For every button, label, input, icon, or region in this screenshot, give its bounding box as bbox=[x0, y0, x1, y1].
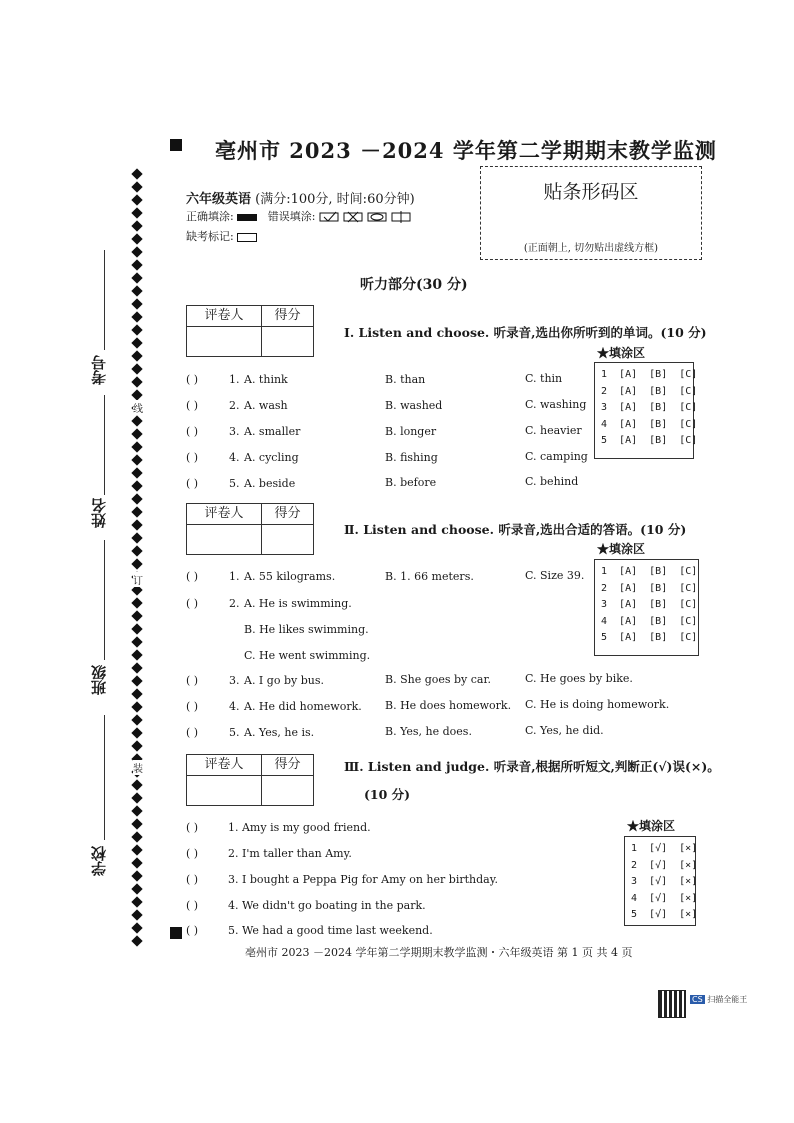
option-c: C. He is doing homework. bbox=[525, 698, 670, 711]
binding-diamond bbox=[131, 298, 142, 309]
binding-diamond bbox=[131, 857, 142, 868]
score-time: (满分:100分, 时间:60分钟) bbox=[255, 192, 415, 207]
binding-diamond bbox=[131, 272, 142, 283]
question-row: ( ) bbox=[186, 847, 199, 860]
option-c: C. thin bbox=[525, 372, 563, 385]
binding-diamond bbox=[131, 311, 142, 322]
class-label: 班级 bbox=[90, 665, 108, 695]
binding-diamond bbox=[131, 285, 142, 296]
option-c: C. Yes, he did. bbox=[525, 724, 604, 737]
binding-diamond bbox=[131, 922, 142, 933]
question-row: ( ) bbox=[186, 873, 199, 886]
score-header: 得分 bbox=[262, 504, 313, 525]
school-line bbox=[104, 715, 105, 840]
binding-diamond bbox=[131, 675, 142, 686]
binding-diamond bbox=[131, 259, 142, 270]
binding-diamond bbox=[131, 558, 142, 569]
question-number: 4. bbox=[229, 451, 240, 464]
option-c: C. washing bbox=[525, 398, 587, 411]
option-a: A. cycling bbox=[244, 451, 299, 464]
binding-ding-char: 订 bbox=[133, 572, 143, 587]
binding-diamond bbox=[131, 363, 142, 374]
option-c: C. He goes by bike. bbox=[525, 672, 633, 685]
binding-diamond bbox=[131, 714, 142, 725]
binding-diamond bbox=[131, 454, 142, 465]
option-c: C. He went swimming. bbox=[244, 649, 371, 662]
binding-diamond bbox=[131, 376, 142, 387]
binding-diamond bbox=[131, 220, 142, 231]
grader-box bbox=[186, 754, 314, 806]
binding-diamond bbox=[131, 883, 142, 894]
correct-fill-label: 正确填涂: bbox=[186, 210, 234, 223]
scanner-logo: CS 扫描全能王 bbox=[692, 995, 748, 1004]
filled-box-icon bbox=[237, 214, 257, 221]
binding-diamond bbox=[131, 506, 142, 517]
fill-area-label: ★填涂区 bbox=[597, 346, 646, 360]
absent-box-icon[interactable] bbox=[237, 233, 257, 242]
grader-box bbox=[186, 503, 314, 555]
binding-diamond bbox=[131, 844, 142, 855]
binding-diamond bbox=[131, 688, 142, 699]
option-b: B. He does homework. bbox=[385, 699, 512, 712]
binding-diamond bbox=[131, 181, 142, 192]
subject: 六年级英语 bbox=[186, 192, 252, 207]
binding-diamond bbox=[131, 740, 142, 751]
corner-mark bbox=[170, 139, 182, 151]
binding-diamond bbox=[131, 168, 142, 179]
question-number: 4. bbox=[229, 700, 240, 713]
option-a: A. 55 kilograms. bbox=[244, 570, 336, 583]
binding-diamond bbox=[131, 519, 142, 530]
grader-header: 评卷人 bbox=[187, 504, 262, 525]
binding-diamond bbox=[131, 870, 142, 881]
binding-diamond bbox=[131, 480, 142, 491]
statement-text: 2. I'm taller than Amy. bbox=[228, 847, 352, 860]
binding-diamond bbox=[131, 935, 142, 946]
option-c: C. camping bbox=[525, 450, 588, 463]
statement-text: 4. We didn't go boating in the park. bbox=[228, 899, 426, 912]
option-a: A. beside bbox=[244, 477, 296, 490]
class-line bbox=[104, 540, 105, 660]
option-b: B. Yes, he does. bbox=[385, 725, 472, 738]
binding-diamond bbox=[131, 610, 142, 621]
part3-score: (10 分) bbox=[364, 787, 411, 802]
option-a: A. He did homework. bbox=[244, 700, 362, 713]
fill-instructions bbox=[186, 208, 413, 224]
option-b: B. before bbox=[385, 476, 437, 489]
qr-code-icon bbox=[658, 990, 686, 1018]
option-c: C. Size 39. bbox=[525, 569, 585, 582]
option-a: A. think bbox=[244, 373, 288, 386]
question-row: ( ) bbox=[186, 674, 199, 687]
binding-diamond bbox=[131, 636, 142, 647]
grader-header: 评卷人 bbox=[187, 306, 262, 327]
option-a: A. He is swimming. bbox=[244, 597, 352, 610]
part3-title: Ⅲ. Listen and judge. 听录音,根据所听短文,判断正(√)误(×)。 bbox=[344, 759, 720, 774]
question-row: ( ) bbox=[186, 570, 199, 583]
absent-mark-line bbox=[186, 228, 257, 244]
binding-diamond bbox=[131, 350, 142, 361]
binding-diamond bbox=[131, 818, 142, 829]
option-b: B. fishing bbox=[385, 451, 438, 464]
question-row: ( ) bbox=[186, 451, 199, 464]
statement-text: 1. Amy is my good friend. bbox=[228, 821, 371, 834]
binding-diamond bbox=[131, 389, 142, 400]
question-row: ( ) bbox=[186, 821, 199, 834]
binding-diamond bbox=[131, 207, 142, 218]
fill-area-label: ★填涂区 bbox=[627, 819, 676, 833]
listening-section-title: 听力部分(30 分) bbox=[360, 277, 468, 293]
part2-fill-box[interactable]: 1 [A] [B] [C] 2 [A] [B] [C] 3 [A] [B] [C] 4 [A] [B] [C] 5 [A] [B] [C] bbox=[594, 559, 699, 656]
option-b: B. longer bbox=[385, 425, 437, 438]
question-number: 5. bbox=[229, 726, 240, 739]
barcode-area bbox=[480, 166, 702, 260]
part2-title: Ⅱ. Listen and choose. 听录音,选出合适的答语。(10 分) bbox=[344, 522, 687, 537]
binding-diamond bbox=[131, 896, 142, 907]
binding-diamond bbox=[131, 831, 142, 842]
absent-mark-label: 缺考标记: bbox=[186, 230, 234, 243]
page-title: 亳州市 2023 －2024 学年第二学期期末教学监测 bbox=[215, 138, 717, 163]
question-row: ( ) bbox=[186, 899, 199, 912]
option-a: A. I go by bus. bbox=[244, 674, 324, 687]
exam-no-line bbox=[104, 250, 105, 350]
binding-diamond bbox=[131, 805, 142, 816]
barcode-note: (正面朝上, 切勿贴出虚线方框) bbox=[523, 243, 659, 254]
option-a: A. smaller bbox=[244, 425, 301, 438]
question-row: ( ) bbox=[186, 924, 199, 937]
name-line bbox=[104, 395, 105, 495]
question-number: 2. bbox=[229, 597, 240, 610]
question-number: 1. bbox=[229, 570, 240, 583]
question-number: 5. bbox=[229, 477, 240, 490]
option-c: C. behind bbox=[525, 475, 579, 488]
binding-diamond bbox=[131, 701, 142, 712]
grader-header: 评卷人 bbox=[187, 755, 262, 776]
option-b: B. than bbox=[385, 373, 426, 386]
binding-diamond bbox=[131, 532, 142, 543]
score-header: 得分 bbox=[262, 306, 313, 327]
binding-diamond bbox=[131, 233, 142, 244]
binding-diamond bbox=[131, 909, 142, 920]
option-a: A. wash bbox=[244, 399, 288, 412]
binding-diamond bbox=[131, 324, 142, 335]
page-footer: 亳州市 2023 －2024 学年第二学期期末教学监测・六年级英语 第 1 页 共 4 页 bbox=[245, 946, 633, 959]
wrong-fill-examples-icon bbox=[319, 211, 413, 223]
binding-diamond bbox=[131, 337, 142, 348]
corner-mark bbox=[170, 927, 182, 939]
binding-diamond bbox=[131, 727, 142, 738]
binding-diamond bbox=[131, 792, 142, 803]
wrong-fill-label: 错误填涂: bbox=[267, 210, 316, 223]
part1-title: Ⅰ. Listen and choose. 听录音,选出你所听到的单词。(10 分) bbox=[344, 325, 707, 340]
question-row: ( ) bbox=[186, 597, 199, 610]
binding-diamond bbox=[131, 545, 142, 556]
binding-diamond bbox=[131, 415, 142, 426]
binding-line-char: 线 bbox=[133, 400, 143, 415]
barcode-label: 贴条形码区 bbox=[543, 181, 639, 203]
binding-diamond bbox=[131, 441, 142, 452]
subject-line bbox=[186, 188, 415, 207]
question-number: 1. bbox=[229, 373, 240, 386]
binding-dotted-line bbox=[132, 170, 142, 940]
question-number: 2. bbox=[229, 399, 240, 412]
question-row: ( ) bbox=[186, 399, 199, 412]
statement-text: 5. We had a good time last weekend. bbox=[228, 924, 433, 937]
binding-diamond bbox=[131, 467, 142, 478]
school-label: 学校 bbox=[90, 846, 108, 876]
question-row: ( ) bbox=[186, 425, 199, 438]
exam-no-label: 考号 bbox=[90, 355, 108, 385]
binding-diamond bbox=[131, 246, 142, 257]
binding-diamond bbox=[131, 194, 142, 205]
option-b: B. He likes swimming. bbox=[244, 623, 369, 636]
binding-diamond bbox=[131, 649, 142, 660]
question-row: ( ) bbox=[186, 477, 199, 490]
question-row: ( ) bbox=[186, 726, 199, 739]
name-label: 姓名 bbox=[90, 498, 108, 528]
question-number: 3. bbox=[229, 674, 240, 687]
option-b: B. She goes by car. bbox=[385, 673, 492, 686]
option-a: A. Yes, he is. bbox=[244, 726, 315, 739]
question-row: ( ) bbox=[186, 373, 199, 386]
score-header: 得分 bbox=[262, 755, 313, 776]
option-b: B. washed bbox=[385, 399, 443, 412]
question-row: ( ) bbox=[186, 700, 199, 713]
binding-zhuang-char: 装 bbox=[133, 760, 143, 775]
part3-fill-box[interactable]: 1 [√] [×] 2 [√] [×] 3 [√] [×] 4 [√] [×] 5 [√] [×] bbox=[624, 836, 696, 926]
question-number: 3. bbox=[229, 425, 240, 438]
part1-fill-box[interactable]: 1 [A] [B] [C] 2 [A] [B] [C] 3 [A] [B] [C] 4 [A] [B] [C] 5 [A] [B] [C] bbox=[594, 362, 694, 459]
binding-diamond bbox=[131, 623, 142, 634]
grader-box bbox=[186, 305, 314, 357]
binding-diamond bbox=[131, 597, 142, 608]
fill-area-label: ★填涂区 bbox=[597, 542, 646, 556]
binding-diamond bbox=[131, 428, 142, 439]
binding-diamond bbox=[131, 662, 142, 673]
statement-text: 3. I bought a Peppa Pig for Amy on her birthday. bbox=[228, 873, 498, 886]
binding-diamond bbox=[131, 493, 142, 504]
option-b: B. 1. 66 meters. bbox=[385, 570, 474, 583]
binding-diamond bbox=[131, 779, 142, 790]
option-c: C. heavier bbox=[525, 424, 582, 437]
